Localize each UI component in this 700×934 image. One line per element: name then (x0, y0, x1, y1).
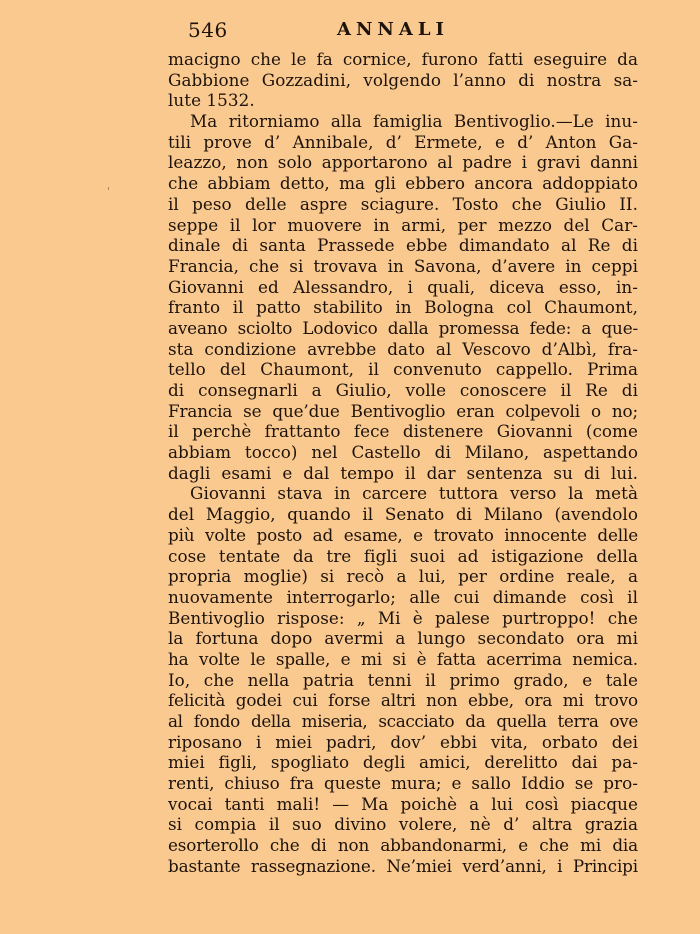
text-line-33: al fondo della miseria, scacciato da quella terra ove (168, 711, 638, 731)
text-line-40: bastante rassegnazione. Ne’miei verd’anni, i Principi (168, 855, 638, 876)
text-line-6: leazzo, non solo apportarono al padre i gravi danni (168, 152, 638, 173)
text-line-7: che abbiam detto, ma gli ebbero ancora addoppiato (168, 173, 638, 194)
text-line-28: Bentivoglio rispose: „ Mi è palese purtroppo! che (168, 607, 638, 628)
text-line-2: Gabbione Gozzadini, volgendo l’anno di nostra sa- (168, 69, 638, 90)
body-text (168, 49, 638, 877)
text-line-36: renti, chiuso fra queste mura; e sallo Iddio se pro- (168, 773, 638, 794)
text-line-32: felicità godei cui forse altri non ebbe, ora mi trovo (168, 690, 638, 711)
text-line-1: macigno che le fa cornice, furono fatti eseguire da (168, 49, 638, 69)
text-line-35: miei figli, spogliato degli amici, derelitto dai pa- (168, 752, 638, 773)
text-line-10: dinale di santa Prassede ebbe dimandato al Re di (168, 235, 638, 256)
running-title: ANNALI (337, 19, 449, 40)
text-line-20: abbiam tocco) nel Castello di Milano, aspettando (168, 442, 638, 463)
text-line-14: aveano sciolto Lodovico dalla promessa fede: a que- (168, 317, 638, 338)
text-line-13: franto il patto stabilito in Bologna col Chaumont, (168, 297, 638, 318)
text-line-27: nuovamente interrogarlo; alle cui dimande così il (168, 586, 638, 607)
text-line-8: il peso delle aspre sciagure. Tosto che Giulio II. (168, 193, 638, 214)
text-line-15: sta condizione avrebbe dato al Vescovo d’Albì, fra- (168, 338, 638, 359)
paper-speck (108, 187, 109, 190)
text-line-19: il perchè frattanto fece distenere Giovanni (come (168, 421, 638, 442)
text-line-17: di consegnarli a Giulio, volle conoscere il Re di (168, 380, 638, 400)
page-number: 546 (188, 18, 228, 42)
text-line-31: Io, che nella patria tenni il primo grado, e tale (168, 669, 638, 690)
page-header (168, 18, 638, 48)
text-line-24: più volte posto ad esame, e trovato innocente delle (168, 524, 638, 545)
paragraph-start-line: Giovanni stava in carcere tuttora verso la metà (190, 483, 638, 504)
text-line-34: riposano i miei padri, dov’ ebbi vita, orbato dei (168, 731, 638, 752)
text-line-30: ha volte le spalle, e mi si è fatta acerrima nemica. (168, 648, 638, 669)
text-line-39: esorterollo che di non abbandonarmi, e che mi dia (168, 835, 638, 856)
text-line-26: propria moglie) si recò a lui, per ordine reale, a (168, 566, 638, 587)
text-line-29: la fortuna dopo avermi a lungo secondato ora mi (168, 628, 638, 649)
text-line-12: Giovanni ed Alessandro, i quali, diceva esso, in- (168, 276, 638, 297)
text-line-37: vocai tanti mali! — Ma poichè a lui così piacque (168, 793, 638, 814)
text-line-5: tili prove d’ Annibale, d’ Ermete, e d’ Anton Ga- (168, 131, 638, 152)
text-line-16: tello del Chaumont, il convenuto cappello. Prima (168, 359, 638, 380)
text-line-3: lute 1532. (168, 90, 255, 111)
text-line-21: dagli esami e dal tempo il dar sentenza su di lui. (168, 462, 638, 483)
text-line-9: seppe il lor muovere in armi, per mezzo del Car- (168, 214, 638, 235)
text-line-11: Francia, che si trovava in Savona, d’avere in ceppi (168, 255, 638, 276)
paragraph-start-line: Ma ritorniamo alla famiglia Bentivoglio.—Le inu- (190, 111, 638, 132)
text-line-25: cose tentate da tre figli suoi ad istigazione della (168, 545, 638, 566)
text-line-23: del Maggio, quando il Senato di Milano (avendolo (168, 504, 638, 525)
text-line-18: Francia se que’due Bentivoglio eran colpevoli o no; (168, 400, 638, 421)
text-line-38: si compia il suo divino volere, nè d’ altra grazia (168, 814, 638, 835)
